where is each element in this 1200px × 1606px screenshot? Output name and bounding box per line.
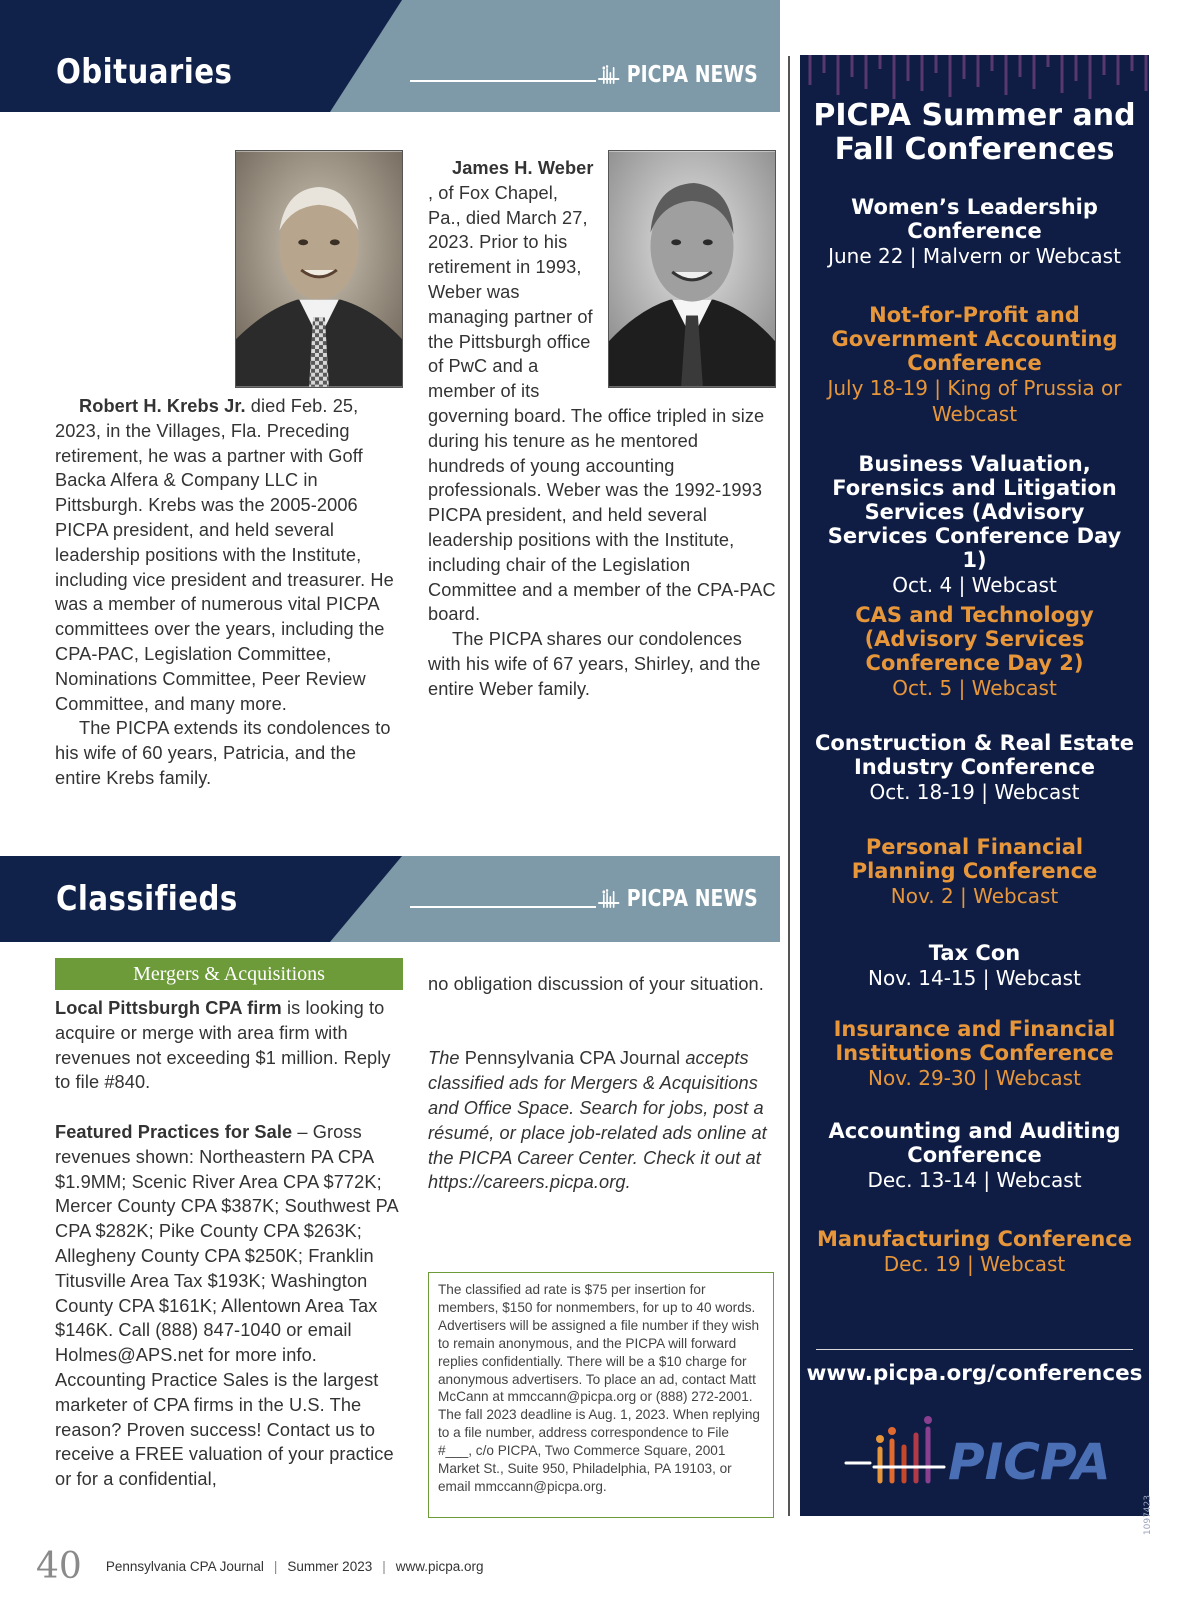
krebs-text: died Feb. 25, 2023, in the Villages, Fla. Preceding retirement, he was a partner with Goff Backa Alfera & Company LLC in Pittsburgh. Krebs was the 2005-2006 PICPA president, and held several leadership positions with the Institute, including vice president and treasurer. He was a member of numerous vital PICPA committees over the years, including the CPA-PAC, Legislation Committee, Nominations Committee, Peer Review Committee, and many more. — [55, 396, 394, 714]
conference-name: Business Valuation, Forensics and Litigation Services (Advisory Services Conference Day 1) — [827, 452, 1122, 572]
conference-name: Personal Financial Planning Conference — [851, 835, 1098, 883]
weber-name: James H. Weber — [452, 158, 594, 178]
conference-event — [800, 1017, 1149, 1091]
issue-name: Summer 2023 — [287, 1558, 373, 1574]
conference-event — [800, 835, 1149, 909]
picpa-logo-text: PICPA — [948, 1433, 1111, 1491]
krebs-name: Robert H. Krebs Jr. — [79, 396, 246, 416]
picpa-news-brand — [597, 886, 758, 912]
conference-name: CAS and Technology (Advisory Services Conference Day 2) — [855, 603, 1094, 675]
ad-divider — [816, 1349, 1133, 1350]
picpa-mark-icon — [597, 889, 620, 909]
weber-condolence: The PICPA shares our condolences with his wife of 67 years, Shirley, and the entire Weber family. — [428, 629, 761, 699]
journal-name: Pennsylvania CPA Journal — [105, 1558, 264, 1574]
conference-name: Tax Con — [928, 941, 1021, 965]
conference-date: Dec. 13-14 | Webcast — [867, 1168, 1082, 1192]
conference-name: Not-for-Profit and Government Accounting Conference — [831, 303, 1118, 375]
classified-ad-pittsburgh: Local Pittsburgh CPA firm is looking to acquire or merge with area firm with revenues not exceeding $1 million. Reply to file #840. — [55, 998, 391, 1093]
conference-date: Oct. 5 | Webcast — [892, 676, 1057, 700]
conference-name: Manufacturing Conference — [817, 1227, 1132, 1251]
classified-ad-continued: no obligation discussion of your situation. — [428, 974, 764, 994]
category-mergers-acquisitions: Mergers & Acquisitions — [55, 958, 403, 990]
conference-event — [800, 1119, 1149, 1193]
conference-name: Women’s Leadership Conference — [851, 195, 1098, 243]
career-center-notice: The Pennsylvania CPA Journal accepts classified ads for Mergers & Acquisitions and Office Space. Search for jobs, post a résumé, or place job-related ads online at the PICPA Career Center. Check it out at https://careers.picpa.org. — [428, 1048, 767, 1193]
conference-name: Insurance and Financial Institutions Conference — [833, 1017, 1116, 1065]
conference-event — [800, 731, 1149, 805]
classifieds-right-column — [428, 972, 776, 1195]
krebs-condolence: The PICPA extends its condolences to his wife of 60 years, Patricia, and the entire Krebs family. — [55, 718, 391, 788]
page-number: 40 — [36, 1545, 82, 1587]
conference-event — [800, 195, 1149, 269]
conference-date: June 22 | Malvern or Webcast — [828, 244, 1121, 268]
picpa-news-brand — [597, 62, 758, 88]
weber-text: , of Fox Chapel, Pa., died March 27, 2023. Prior to his retirement in 1993, Weber was managing partner of the Pittsburgh office of PwC and a member of its governing board. The office tripled in size during his tenure as he mentored hundreds of young accounting professionals. Weber was the 1992-1993 PICPA president, and held several leadership positions with the Institute, including chair of the Legislation Committee and a member of the CPA-PAC board. — [428, 182, 776, 625]
ad-title: PICPA Summer and Fall Conferences — [813, 98, 1136, 167]
classifieds-banner — [0, 856, 780, 942]
picpa-logo — [840, 1415, 1120, 1495]
site-link[interactable]: www.picpa.org — [395, 1558, 484, 1574]
conference-date: Dec. 19 | Webcast — [883, 1252, 1066, 1276]
conference-event — [800, 452, 1149, 598]
classified-ad-practices: Featured Practices for Sale – Gross revenues shown: Northeastern PA CPA $1.9MM; Scenic River Area CPA $772K; Mercer County CPA $387K; Southwest PA CPA $282K; Pike County CPA $263K; Allegheny County CPA $250K; Franklin Titusville Area Tax $193K; Washington County CPA $161K; Allentown Area Tax $146K. Call (888) 847-1040 or email Holmes@APS.net for more info. Accounting Practice Sales is the largest marketer of CPA firms in the U.S. The reason? Proven success! Contact us to receive a FREE valuation of your practice or for a confidential, — [55, 1121, 398, 1490]
conference-event — [800, 303, 1149, 427]
picpa-news-label: PICPA NEWS — [627, 62, 758, 88]
classifieds-left-column — [55, 996, 403, 1492]
conferences-ad — [800, 55, 1153, 1536]
column-divider — [788, 56, 790, 1516]
conference-date: Nov. 14-15 | Webcast — [868, 966, 1081, 990]
krebs-portrait — [235, 150, 403, 388]
obituary-weber — [428, 156, 776, 702]
conference-event — [800, 1227, 1149, 1277]
classifieds-heading: Classifieds — [56, 879, 238, 919]
banner-rule — [410, 80, 596, 82]
conference-date: Oct. 18-19 | Webcast — [869, 780, 1080, 804]
conferences-url-link[interactable]: www.picpa.org/conferences — [806, 1361, 1143, 1386]
conference-date: Oct. 4 | Webcast — [892, 573, 1057, 597]
obituary-krebs — [55, 156, 403, 791]
conference-date: Nov. 29-30 | Webcast — [868, 1066, 1081, 1090]
picpa-mark-icon — [597, 65, 620, 85]
obituaries-banner — [0, 0, 780, 112]
weber-portrait — [608, 150, 776, 388]
conference-name: Construction & Real Estate Industry Conference — [814, 731, 1135, 779]
conference-date: July 18-19 | King of Prussia or Webcast — [827, 376, 1122, 426]
conference-event — [800, 603, 1149, 701]
conference-event — [800, 941, 1149, 991]
conference-name: Accounting and Auditing Conference — [828, 1119, 1121, 1167]
page-footer: 40 Pennsylvania CPA Journal | Summer 2023 | www.picpa.org — [36, 1545, 484, 1587]
conference-date: Nov. 2 | Webcast — [890, 884, 1059, 908]
banner-rule — [410, 906, 596, 908]
ad-code: 1097423 — [1143, 1495, 1153, 1536]
obituaries-heading: Obituaries — [56, 52, 233, 92]
classified-rate-box: The classified ad rate is $75 per insertion for members, $150 for nonmembers, for up to 40 words. Advertisers will be assigned a file number if they wish to remain anonymous, and the PICPA will forward replies confidentially. There will be a $10 charge for anonymous advertisers. To place an ad, contact Matt McCann at mmccann@picpa.org or (888) 272-2001. The fall 2023 deadline is Aug. 1, 2023. When replying to a file number, address correspondence to File #___, c/o PICPA, Two Commerce Square, 2001 Market St., Suite 950, Philadelphia, PA 19103, or email mmccann@picpa.org. — [428, 1272, 774, 1518]
picpa-news-label: PICPA NEWS — [627, 886, 758, 912]
